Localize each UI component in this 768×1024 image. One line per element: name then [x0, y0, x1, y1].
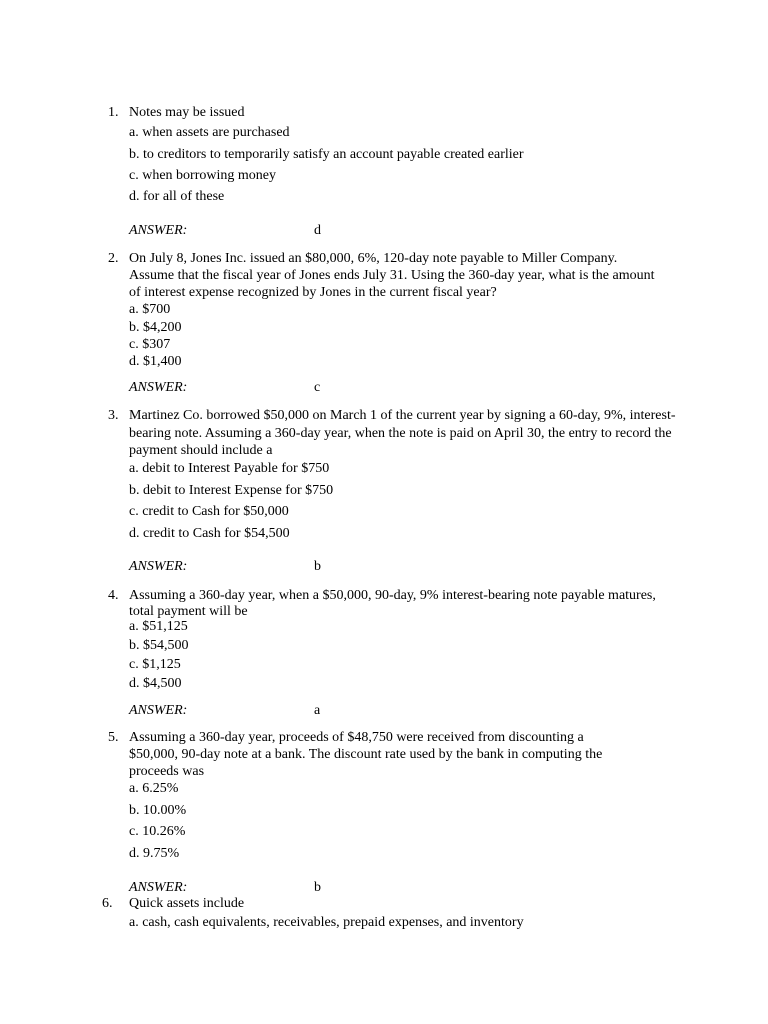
answer-label: ANSWER: [129, 380, 188, 395]
question-text: $50,000, 90-day note at a bank. The discount rate used by the bank in computing the [129, 747, 603, 762]
option-a: a. 6.25% [129, 781, 179, 796]
option-d: d. credit to Cash for $54,500 [129, 526, 290, 541]
question-text: Martinez Co. borrowed $50,000 on March 1 of the current year by signing a 60-day, 9%, interest- [129, 408, 676, 423]
question-text: Assuming a 360-day year, proceeds of $48,750 were received from discounting a [129, 730, 584, 745]
option-a: a. cash, cash equivalents, receivables, prepaid expenses, and inventory [129, 915, 524, 930]
answer-value: b [314, 880, 321, 895]
option-c: c. when borrowing money [129, 168, 276, 183]
option-d: d. 9.75% [129, 846, 180, 861]
option-a: a. when assets are purchased [129, 125, 290, 140]
question-text: of interest expense recognized by Jones in the current fiscal year? [129, 285, 497, 300]
answer-value: d [314, 223, 321, 238]
option-a: a. $700 [129, 302, 171, 317]
answer-value: c [314, 380, 321, 395]
question-text: Notes may be issued [129, 105, 245, 120]
question-text: proceeds was [129, 764, 205, 779]
option-d: d. $1,400 [129, 354, 182, 369]
option-b: b. debit to Interest Expense for $750 [129, 483, 334, 498]
option-b: b. $54,500 [129, 638, 189, 653]
option-b: b. 10.00% [129, 803, 187, 818]
question-text: On July 8, Jones Inc. issued an $80,000, 6%, 120-day note payable to Miller Company. [129, 251, 618, 266]
option-c: c. credit to Cash for $50,000 [129, 504, 289, 519]
option-b: b. to creditors to temporarily satisfy an account payable created earlier [129, 147, 524, 162]
option-a: a. debit to Interest Payable for $750 [129, 461, 330, 476]
answer-label: ANSWER: [129, 703, 188, 718]
question-number: 6. [102, 896, 113, 911]
question-number: 3. [108, 408, 119, 423]
option-c: c. 10.26% [129, 824, 186, 839]
option-d: d. $4,500 [129, 676, 182, 691]
question-text: payment should include a [129, 443, 273, 458]
option-c: c. $307 [129, 337, 171, 352]
question-text: Assume that the fiscal year of Jones ends July 31. Using the 360-day year, what is the amount [129, 268, 655, 283]
answer-label: ANSWER: [129, 223, 188, 238]
question-text: Assuming a 360-day year, when a $50,000, 90-day, 9% interest-bearing note payable matures, [129, 588, 656, 603]
option-b: b. $4,200 [129, 320, 182, 335]
question-number: 4. [108, 588, 119, 603]
option-c: c. $1,125 [129, 657, 181, 672]
answer-label: ANSWER: [129, 559, 188, 574]
answer-label: ANSWER: [129, 880, 188, 895]
answer-value: a [314, 703, 321, 718]
option-a: a. $51,125 [129, 619, 188, 634]
question-number: 2. [108, 251, 119, 266]
option-d: d. for all of these [129, 189, 225, 204]
answer-value: b [314, 559, 321, 574]
question-number: 1. [108, 105, 119, 120]
question-text: total payment will be [129, 604, 248, 619]
question-number: 5. [108, 730, 119, 745]
question-text: Quick assets include [129, 896, 245, 911]
question-text: bearing note. Assuming a 360-day year, when the note is paid on April 30, the entry to record the [129, 426, 672, 441]
